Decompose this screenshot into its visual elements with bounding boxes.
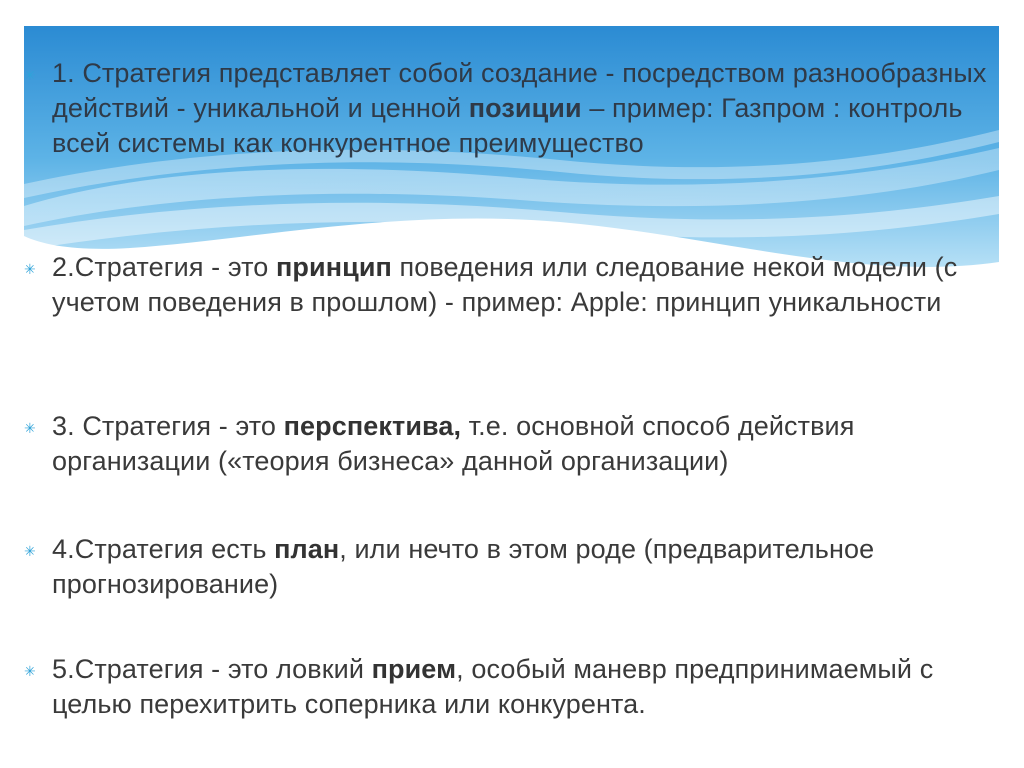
list-item <box>22 652 1002 722</box>
item-text: 5.Стратегия - это ловкий прием, особый маневр предпринимаемый с целью перехитрить соперника или конкурента. <box>52 654 934 719</box>
bullet-icon: ✳ <box>24 664 36 680</box>
item-text: 3. Стратегия - это перспектива, т.е. основной способ действия организации («теория бизнеса» данной организации) <box>52 411 855 476</box>
bullet-icon: ✳ <box>24 421 36 437</box>
list-item <box>22 409 1002 479</box>
item-text: 1. Стратегия представляет собой создание - посредством разнообразных действий - уникальной и ценной позиции – пример: Газпром : контроль всей системы как конкурентное преимущество <box>52 58 987 158</box>
bullet-icon: ✳ <box>24 68 36 84</box>
list-item <box>22 56 1002 161</box>
bullet-icon: ✳ <box>24 544 36 560</box>
list-item <box>22 250 1002 320</box>
item-text: 4.Стратегия есть план, или нечто в этом роде (предварительное прогнозирование) <box>52 534 875 599</box>
list-item <box>22 532 1002 602</box>
item-text: 2.Стратегия - это принцип поведения или следование некой модели (с учетом поведения в прошлом) - пример: Apple: принцип уникальности <box>52 252 958 317</box>
bullet-icon: ✳ <box>24 262 36 278</box>
